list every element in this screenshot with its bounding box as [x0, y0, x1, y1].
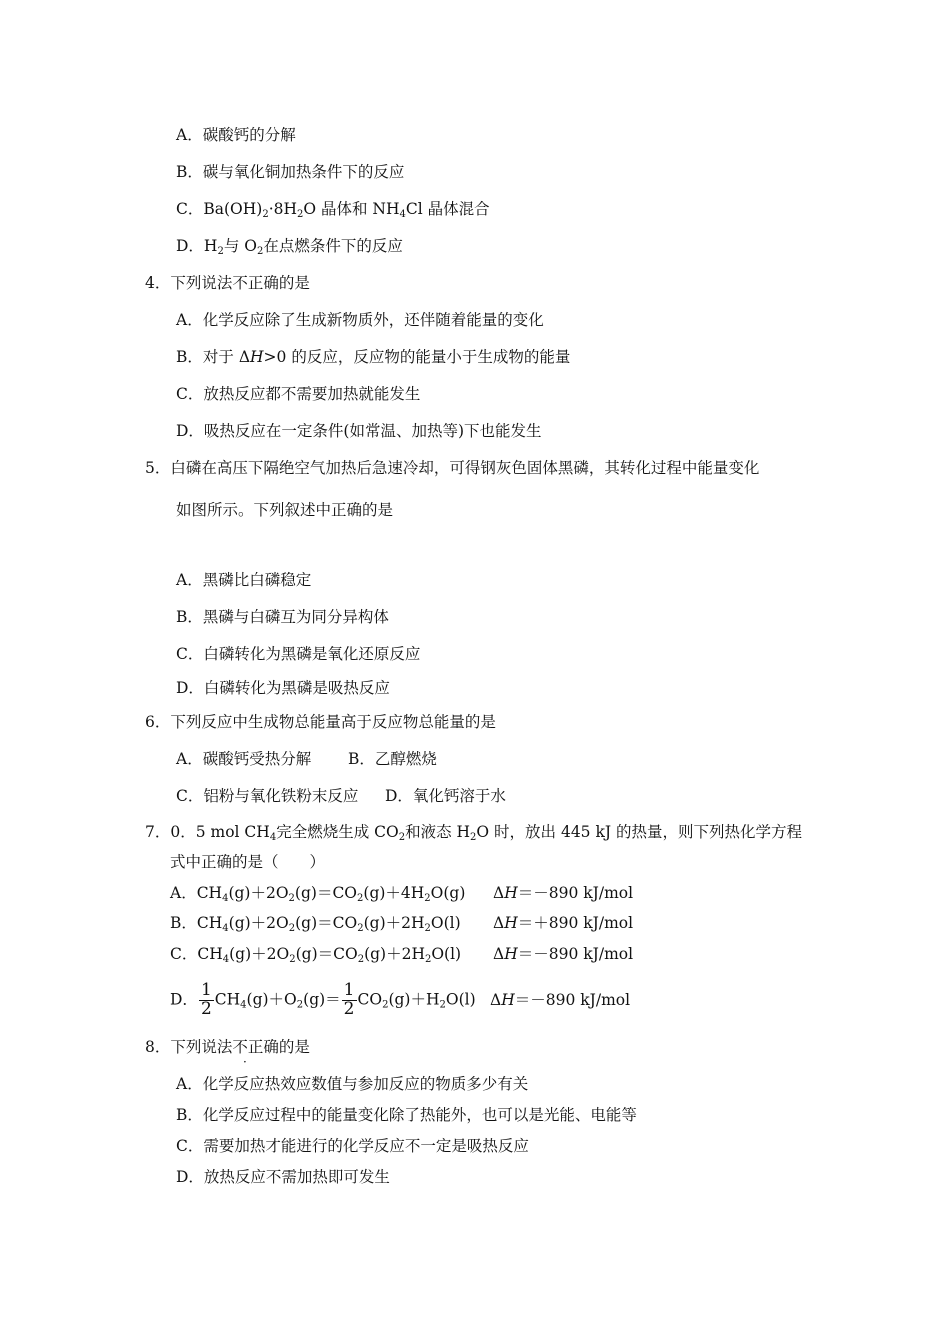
q7-option-b-equation: B．$CH_4(g)+2O_2(g)=CO_2(g)+2H_2O(l)$ [170, 914, 461, 934]
q7-option-c-equation: C．$CH_4(g)+2O_2(g)=CO_2(g)+2H_2O(l)$ [170, 945, 462, 965]
q4-stem: 4．下列说法不正确的是 [145, 274, 310, 292]
q4-option-c: C．放热反应都不需要加热就能发生 [176, 385, 421, 403]
q8-stem: 8．下列说法不正确的是 [145, 1038, 310, 1056]
fraction-one-half: $\frac{1}{2}$ [343, 980, 355, 1019]
q7-option-a-equation: A．$CH_4(g)+2O_2(g)=CO_2(g)+4H_2O(g)$ [170, 884, 466, 904]
q5-option-c: C．白磷转化为黑磷是氧化还原反应 [176, 645, 421, 663]
q4-option-d: D．吸热反应在一定条件(如常温、加热等)下也能发生 [176, 422, 542, 440]
q3-option-d: D．$H_2$与 $O_2$在点燃条件下的反应 [176, 237, 403, 257]
q7-option-c-enthalpy: ΔH＝－890 kJ/mol [493, 945, 634, 963]
q5-stem-line1: 5．白磷在高压下隔绝空气加热后急速冷却，可得钢灰色固体黑磷，其转化过程中能量变化 [145, 459, 760, 477]
q8-option-c: C．需要加热才能进行的化学反应不一定是吸热反应 [176, 1137, 529, 1155]
q7-option-b-enthalpy: ΔH＝＋890 kJ/mol [493, 914, 634, 932]
q4-option-a: A．化学反应除了生成新物质外，还伴随着能量的变化 [176, 311, 544, 329]
q8-option-b: B．化学反应过程中的能量变化除了热能外，也可以是光能、电能等 [176, 1106, 637, 1124]
q6-option-d: D．氧化钙溶于水 [385, 787, 506, 805]
q6-option-b: B．乙醇燃烧 [348, 750, 437, 768]
q4-option-b: B．对于 ΔH>0 的反应，反应物的能量小于生成物的能量 [176, 348, 571, 366]
q5-option-a: A．黑磷比白磷稳定 [176, 571, 312, 589]
q6-option-c: C．铝粉与氧化铁粉末反应 [176, 787, 359, 805]
q5-option-d: D．白磷转化为黑磷是吸热反应 [176, 679, 390, 697]
q8-option-a: A．化学反应热效应数值与参加反应的物质多少有关 [176, 1075, 529, 1093]
fraction-one-half: $\frac{1}{2}$ [200, 980, 212, 1019]
emphasis-dot: · [243, 1055, 247, 1069]
q3-option-c: C．$Ba(OH)_2\cdot 8H_2O$ 晶体和 $NH_4Cl$ 晶体混合 [176, 200, 490, 220]
q3-option-b: B．碳与氧化铜加热条件下的反应 [176, 163, 405, 181]
q7-option-a-enthalpy: ΔH＝－890 kJ/mol [493, 884, 634, 902]
q6-option-a: A．碳酸钙受热分解 [176, 750, 312, 768]
q7-option-d-enthalpy: ΔH＝－890 kJ/mol [490, 991, 631, 1009]
q7-stem-line2: 式中正确的是（ ） [170, 853, 326, 871]
q5-stem-line2: 如图所示。下列叙述中正确的是 [176, 501, 394, 519]
q8-option-d: D．放热反应不需加热即可发生 [176, 1168, 390, 1186]
q3-option-a: A．碳酸钙的分解 [176, 126, 296, 144]
q7-option-d-equation: D． $\frac{1}{2}$ $CH_4(g)+O_2(g)=$ $\frac{1}{2}$ $CO_2(g)+H_2O(l)$ [170, 980, 476, 1019]
q5-option-b: B．黑磷与白磷互为同分异构体 [176, 608, 389, 626]
q6-stem: 6．下列反应中生成物总能量高于反应物总能量的是 [145, 713, 496, 731]
q7-stem-line1: 7．0．5 mol $CH_4$完全燃烧生成 $CO_2$和液态 $H_2O$ 时，放出 445 kJ 的热量，则下列热化学方程 [145, 823, 802, 843]
